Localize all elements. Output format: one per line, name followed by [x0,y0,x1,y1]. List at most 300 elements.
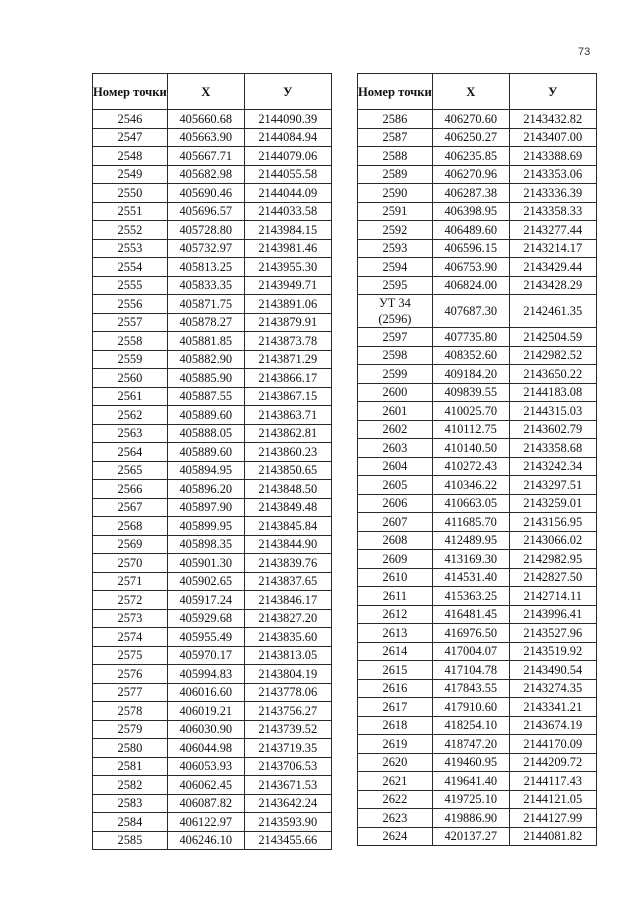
cell-x: 405888.05 [167,424,244,443]
cell-y: 2143407.00 [509,128,596,147]
cell-point-number: 2566 [93,480,168,499]
cell-x: 405881.85 [167,332,244,351]
cell-x: 406270.96 [432,165,509,184]
cell-point-number: 2588 [358,147,433,166]
cell-x: 406122.97 [167,813,244,832]
table-row [93,387,332,406]
cell-x: 405899.95 [167,517,244,536]
cell-y: 2143955.30 [244,258,331,277]
table-row [358,661,597,680]
table-row [358,346,597,365]
table-row [358,328,597,347]
cell-point-number: 2591 [358,202,433,221]
cell-point-number: 2609 [358,550,433,569]
cell-y: 2143866.17 [244,369,331,388]
table-row [358,790,597,809]
header-y: У [509,74,596,110]
table-row [358,624,597,643]
cell-point-number: 2602 [358,420,433,439]
cell-point-number: 2616 [358,679,433,698]
cell-x: 405696.57 [167,202,244,221]
cell-y: 2144209.72 [509,753,596,772]
cell-point-number: 2579 [93,720,168,739]
cell-y: 2143849.48 [244,498,331,517]
cell-point-number: 2587 [358,128,433,147]
cell-x: 406246.10 [167,831,244,850]
cell-y: 2143813.05 [244,646,331,665]
table-row [93,794,332,813]
cell-point-number: 2547 [93,128,168,147]
cell-y: 2143455.66 [244,831,331,850]
cell-x: 405813.25 [167,258,244,277]
table-row [93,609,332,628]
cell-x: 410346.22 [432,476,509,495]
cell-x: 406753.90 [432,258,509,277]
table-row [93,424,332,443]
cell-point-number: 2561 [93,387,168,406]
cell-x: 406250.27 [432,128,509,147]
cell-point-number: 2614 [358,642,433,661]
table-row [358,772,597,791]
cell-point-number: 2583 [93,794,168,813]
table-row [93,147,332,166]
cell-point-number: 2555 [93,276,168,295]
cell-point-number: 2568 [93,517,168,536]
cell-x: 405955.49 [167,628,244,647]
cell-x: 410112.75 [432,420,509,439]
table-row [358,550,597,569]
cell-y: 2143527.96 [509,624,596,643]
cell-point-number: 2589 [358,165,433,184]
table-row [358,165,597,184]
cell-point-number: 2604 [358,457,433,476]
table-row [358,494,597,513]
cell-x: 405663.90 [167,128,244,147]
cell-x: 405897.90 [167,498,244,517]
cell-x: 405889.60 [167,406,244,425]
cell-y: 2144079.06 [244,147,331,166]
cell-y: 2144084.94 [244,128,331,147]
cell-point-number: 2567 [93,498,168,517]
cell-point-number: 2553 [93,239,168,258]
table-row [93,591,332,610]
cell-x: 408352.60 [432,346,509,365]
table-row [93,739,332,758]
right-table-body-top [358,110,597,295]
cell-point-number: 2622 [358,790,433,809]
cell-point-number: 2611 [358,587,433,606]
cell-x: 417843.55 [432,679,509,698]
cell-point-number: 2569 [93,535,168,554]
cell-point-number: 2557 [93,313,168,332]
table-row [93,221,332,240]
cell-x: 406044.98 [167,739,244,758]
cell-point-number: 2599 [358,365,433,384]
cell-x: 405728.80 [167,221,244,240]
table-row [93,295,332,314]
cell-x: 406016.60 [167,683,244,702]
header-point-number: Номер точки [358,74,433,110]
table-row [93,110,332,129]
cell-x: 405833.35 [167,276,244,295]
coordinates-table-right [357,73,597,846]
cell-y: 2144170.09 [509,735,596,754]
cell-y: 2143848.50 [244,480,331,499]
cell-y: 2142982.95 [509,550,596,569]
cell-x: 405878.27 [167,313,244,332]
cell-y: 2144121.05 [509,790,596,809]
table-row [358,110,597,129]
cell-x: 405889.60 [167,443,244,462]
cell-point-number: 2593 [358,239,433,258]
cell-point-number: 2552 [93,221,168,240]
cell-y: 2143845.84 [244,517,331,536]
cell-x: 420137.27 [432,827,509,846]
cell-y: 2143671.53 [244,776,331,795]
table-row [358,809,597,828]
table-row [358,716,597,735]
cell-x: 405894.95 [167,461,244,480]
cell-point-number: 2595 [358,276,433,295]
cell-y: 2142827.50 [509,568,596,587]
cell-y: 2143827.20 [244,609,331,628]
table-row [93,702,332,721]
cell-y: 2143358.68 [509,439,596,458]
cell-y: 2142504.59 [509,328,596,347]
cell-point-number: 2580 [93,739,168,758]
cell-y: 2143242.34 [509,457,596,476]
table-row [358,698,597,717]
cell-x: 406398.95 [432,202,509,221]
cell-x: 417104.78 [432,661,509,680]
cell-x: 405917.24 [167,591,244,610]
cell-x: 414531.40 [432,568,509,587]
cell-point-number: 2575 [93,646,168,665]
table-row [358,202,597,221]
table-row [93,443,332,462]
cell-point-number: 2562 [93,406,168,425]
cell-point-number: 2572 [93,591,168,610]
cell-point-number: 2619 [358,735,433,754]
cell-x: 409184.20 [432,365,509,384]
table-row [358,402,597,421]
cell-point-number: 2576 [93,665,168,684]
cell-point-number: 2573 [93,609,168,628]
table-row [93,554,332,573]
table-header-row [358,74,597,110]
table-row [358,735,597,754]
cell-point-number: 2558 [93,332,168,351]
cell-point-number: 2584 [93,813,168,832]
table-row [93,239,332,258]
table-row [93,628,332,647]
cell-point-number: 2618 [358,716,433,735]
merged-point-label-line2: (2596) [378,312,412,326]
cell-point-number: 2574 [93,628,168,647]
cell-y: 2143839.76 [244,554,331,573]
cell-y: 2143353.06 [509,165,596,184]
cell-x: 412489.95 [432,531,509,550]
cell-point-number: 2550 [93,184,168,203]
cell-x: 417004.07 [432,642,509,661]
cell-y: 2143837.65 [244,572,331,591]
cell-y: 2143706.53 [244,757,331,776]
header-point-number: Номер точки [93,74,168,110]
cell-y: 2143873.78 [244,332,331,351]
cell-x: 406596.15 [432,239,509,258]
cell-point-number: 2554 [93,258,168,277]
cell-point-number: 2559 [93,350,168,369]
cell-y: 2143642.24 [244,794,331,813]
cell-y: 2143593.90 [244,813,331,832]
cell-y: 2143850.65 [244,461,331,480]
left-table-body [93,110,332,850]
cell-point-number: 2571 [93,572,168,591]
table-row [358,439,597,458]
cell-y: 2143602.79 [509,420,596,439]
cell-point-number: 2603 [358,439,433,458]
cell-y: 2143297.51 [509,476,596,495]
cell-point-number: 2612 [358,605,433,624]
cell-x: 409839.55 [432,383,509,402]
table-row [358,827,597,846]
cell-y: 2143274.35 [509,679,596,698]
table-row [358,457,597,476]
cell-y: 2143358.33 [509,202,596,221]
cell-x: 410272.43 [432,457,509,476]
table-row [93,646,332,665]
cell-x: 418254.10 [432,716,509,735]
page-number: 73 [578,46,591,58]
cell-y: 2143336.39 [509,184,596,203]
cell-x: 406287.38 [432,184,509,203]
cell-point-number: 2592 [358,221,433,240]
table-header-row [93,74,332,110]
cell-y: 2143846.17 [244,591,331,610]
cell-x: 406062.45 [167,776,244,795]
cell-point-number: 2610 [358,568,433,587]
cell-x: 405970.17 [167,646,244,665]
cell-y: 2143891.06 [244,295,331,314]
cell-point-number: 2617 [358,698,433,717]
cell-point-number: 2607 [358,513,433,532]
cell-point-number: 2578 [93,702,168,721]
cell-point-number: 2590 [358,184,433,203]
header-x: X [432,74,509,110]
table-row [93,128,332,147]
cell-point-number: 2615 [358,661,433,680]
cell-x: 406235.85 [432,147,509,166]
cell-y: 2143259.01 [509,494,596,513]
table-row [93,332,332,351]
cell-point-number: 2613 [358,624,433,643]
cell-y: 2144081.82 [509,827,596,846]
cell-x: 405929.68 [167,609,244,628]
cell-y: 2143674.19 [509,716,596,735]
cell-y: 2143984.15 [244,221,331,240]
table-row [93,757,332,776]
cell-y: 2144090.39 [244,110,331,129]
cell-x: 410025.70 [432,402,509,421]
cell-y: 2142714.11 [509,587,596,606]
table-row [358,128,597,147]
cell-y: 2143388.69 [509,147,596,166]
cell-x: 405732.97 [167,239,244,258]
cell-x: 406270.60 [432,110,509,129]
cell-y: 2143429.44 [509,258,596,277]
cell-point-number: 2606 [358,494,433,513]
cell-point-number: 2551 [93,202,168,221]
cell-y: 2144033.58 [244,202,331,221]
cell-point-number: 2624 [358,827,433,846]
cell-y: 2143156.95 [509,513,596,532]
cell-y: 2143778.06 [244,683,331,702]
table-row [358,605,597,624]
cell-x: 410140.50 [432,439,509,458]
table-row [358,679,597,698]
cell-x: 406489.60 [432,221,509,240]
cell-y: 2143867.15 [244,387,331,406]
cell-y: 2143428.29 [509,276,596,295]
cell-x: 405994.83 [167,665,244,684]
cell-point-number: 2581 [93,757,168,776]
right-table-body-bottom [358,328,597,846]
table-row [93,369,332,388]
cell-y: 2143949.71 [244,276,331,295]
table-row [93,720,332,739]
cell-y: 2144183.08 [509,383,596,402]
merged-point-label-line1: УТ 34 [378,296,411,310]
cell-x: 413169.30 [432,550,509,569]
table-row [358,513,597,532]
merged-point-number [358,295,433,328]
table-row [93,665,332,684]
cell-y: 2143860.23 [244,443,331,462]
cell-point-number: 2605 [358,476,433,495]
cell-y: 2144055.58 [244,165,331,184]
cell-y: 2144117.43 [509,772,596,791]
cell-x: 405898.35 [167,535,244,554]
header-y: У [244,74,331,110]
cell-x: 405902.65 [167,572,244,591]
table-row [358,420,597,439]
table-row [358,642,597,661]
cell-point-number: 2608 [358,531,433,550]
cell-x: 418747.20 [432,735,509,754]
cell-x: 406824.00 [432,276,509,295]
cell-x: 406030.90 [167,720,244,739]
table-row [93,480,332,499]
cell-x: 411685.70 [432,513,509,532]
cell-point-number: 2600 [358,383,433,402]
table-row [93,276,332,295]
header-x: X [167,74,244,110]
table-row [93,313,332,332]
table-row [93,813,332,832]
cell-y: 2143981.46 [244,239,331,258]
cell-y: 2143066.02 [509,531,596,550]
cell-x: 405667.71 [167,147,244,166]
cell-point-number: 2548 [93,147,168,166]
table-row [93,350,332,369]
cell-x: 405882.90 [167,350,244,369]
cell-y: 2143490.54 [509,661,596,680]
cell-point-number: 2564 [93,443,168,462]
cell-y: 2143844.90 [244,535,331,554]
merged-x: 407687.30 [432,295,509,328]
table-row [93,202,332,221]
cell-y: 2143650.22 [509,365,596,384]
cell-y: 2143996.41 [509,605,596,624]
table-row [93,498,332,517]
cell-x: 406019.21 [167,702,244,721]
table-row [93,572,332,591]
table-row [93,258,332,277]
cell-x: 407735.80 [432,328,509,347]
cell-point-number: 2585 [93,831,168,850]
cell-x: 417910.60 [432,698,509,717]
table-row [93,184,332,203]
table-row [358,276,597,295]
cell-y: 2143519.92 [509,642,596,661]
table-row [358,147,597,166]
cell-x: 415363.25 [432,587,509,606]
cell-x: 419460.95 [432,753,509,772]
cell-x: 405660.68 [167,110,244,129]
cell-x: 419641.40 [432,772,509,791]
cell-point-number: 2582 [93,776,168,795]
table-row [93,406,332,425]
table-row [358,239,597,258]
cell-point-number: 2563 [93,424,168,443]
cell-point-number: 2601 [358,402,433,421]
cell-point-number: 2577 [93,683,168,702]
cell-y: 2143862.81 [244,424,331,443]
cell-point-number: 2565 [93,461,168,480]
table-row [358,568,597,587]
cell-y: 2144315.03 [509,402,596,421]
cell-x: 406053.93 [167,757,244,776]
cell-point-number: 2586 [358,110,433,129]
table-row [358,221,597,240]
table-row [358,476,597,495]
coordinates-table-left [92,73,332,850]
cell-y: 2143214.17 [509,239,596,258]
cell-x: 405871.75 [167,295,244,314]
table-row [93,776,332,795]
cell-y: 2143756.27 [244,702,331,721]
table-row [358,365,597,384]
cell-y: 2143719.35 [244,739,331,758]
table-row [358,383,597,402]
cell-x: 405885.90 [167,369,244,388]
cell-point-number: 2560 [93,369,168,388]
cell-point-number: 2623 [358,809,433,828]
cell-y: 2143835.60 [244,628,331,647]
cell-y: 2143739.52 [244,720,331,739]
table-row [93,165,332,184]
table-row [358,184,597,203]
cell-y: 2144044.09 [244,184,331,203]
cell-point-number: 2597 [358,328,433,347]
cell-x: 405887.55 [167,387,244,406]
cell-point-number: 2556 [93,295,168,314]
cell-point-number: 2546 [93,110,168,129]
cell-y: 2143341.21 [509,698,596,717]
cell-x: 416481.45 [432,605,509,624]
table-row [93,535,332,554]
table-row [358,753,597,772]
